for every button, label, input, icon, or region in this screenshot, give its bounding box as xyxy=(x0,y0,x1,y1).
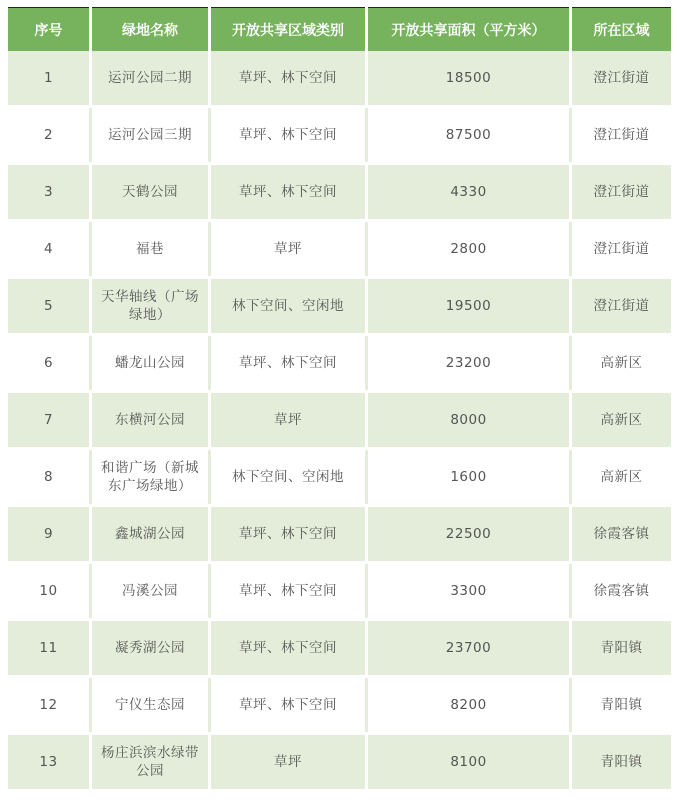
cell-open-area-category: 草坪 xyxy=(210,734,367,791)
table-row xyxy=(7,677,673,734)
cell-open-area-size: 8100 xyxy=(367,734,571,791)
cell-region: 高新区 xyxy=(571,335,673,392)
cell-serial-number: 8 xyxy=(7,449,91,506)
header-region: 所在区域 xyxy=(571,8,673,52)
cell-region: 澄江街道 xyxy=(571,278,673,335)
cell-region: 青阳镇 xyxy=(571,677,673,734)
cell-green-space-name: 和谐广场（新城东广场绿地） xyxy=(91,449,210,506)
header-open-area-size: 开放共享面积（平方米） xyxy=(367,8,571,52)
cell-open-area-size: 3300 xyxy=(367,563,571,620)
cell-open-area-category: 草坪、林下空间 xyxy=(210,51,367,107)
cell-open-area-category: 林下空间、空闲地 xyxy=(210,449,367,506)
header-green-space-name: 绿地名称 xyxy=(91,8,210,52)
table-row xyxy=(7,449,673,506)
cell-green-space-name: 天华轴线（广场绿地） xyxy=(91,278,210,335)
cell-open-area-size: 87500 xyxy=(367,107,571,164)
green-space-table xyxy=(5,7,674,792)
cell-serial-number: 3 xyxy=(7,164,91,221)
cell-open-area-size: 22500 xyxy=(367,506,571,563)
table-header-row xyxy=(7,8,673,52)
cell-open-area-size: 8000 xyxy=(367,392,571,449)
cell-region: 澄江街道 xyxy=(571,107,673,164)
cell-open-area-category: 草坪 xyxy=(210,392,367,449)
cell-green-space-name: 冯溪公园 xyxy=(91,563,210,620)
cell-green-space-name: 运河公园二期 xyxy=(91,51,210,107)
cell-green-space-name: 福巷 xyxy=(91,221,210,278)
cell-serial-number: 6 xyxy=(7,335,91,392)
table-row xyxy=(7,278,673,335)
cell-region: 徐霞客镇 xyxy=(571,563,673,620)
cell-green-space-name: 杨庄浜滨水绿带公园 xyxy=(91,734,210,791)
cell-serial-number: 1 xyxy=(7,51,91,107)
cell-green-space-name: 东横河公园 xyxy=(91,392,210,449)
cell-open-area-category: 草坪 xyxy=(210,221,367,278)
cell-open-area-category: 草坪、林下空间 xyxy=(210,107,367,164)
cell-serial-number: 10 xyxy=(7,563,91,620)
cell-region: 高新区 xyxy=(571,449,673,506)
cell-region: 澄江街道 xyxy=(571,51,673,107)
cell-region: 青阳镇 xyxy=(571,620,673,677)
cell-serial-number: 13 xyxy=(7,734,91,791)
header-serial-number: 序号 xyxy=(7,8,91,52)
table-row xyxy=(7,734,673,791)
cell-open-area-size: 1600 xyxy=(367,449,571,506)
table-row xyxy=(7,164,673,221)
cell-serial-number: 9 xyxy=(7,506,91,563)
table-row xyxy=(7,51,673,107)
cell-region: 澄江街道 xyxy=(571,221,673,278)
cell-serial-number: 12 xyxy=(7,677,91,734)
table-row xyxy=(7,107,673,164)
cell-serial-number: 4 xyxy=(7,221,91,278)
cell-green-space-name: 鑫城湖公园 xyxy=(91,506,210,563)
cell-green-space-name: 天鹤公园 xyxy=(91,164,210,221)
cell-green-space-name: 宁仪生态园 xyxy=(91,677,210,734)
table-row xyxy=(7,620,673,677)
cell-green-space-name: 蟠龙山公园 xyxy=(91,335,210,392)
cell-region: 徐霞客镇 xyxy=(571,506,673,563)
cell-open-area-size: 8200 xyxy=(367,677,571,734)
cell-region: 澄江街道 xyxy=(571,164,673,221)
cell-open-area-size: 4330 xyxy=(367,164,571,221)
header-open-area-category: 开放共享区域类别 xyxy=(210,8,367,52)
cell-open-area-category: 草坪、林下空间 xyxy=(210,164,367,221)
cell-open-area-category: 草坪、林下空间 xyxy=(210,335,367,392)
cell-serial-number: 11 xyxy=(7,620,91,677)
table-row xyxy=(7,506,673,563)
cell-green-space-name: 凝秀湖公园 xyxy=(91,620,210,677)
table-body xyxy=(7,51,673,791)
cell-open-area-size: 2800 xyxy=(367,221,571,278)
table-row xyxy=(7,563,673,620)
cell-open-area-size: 23700 xyxy=(367,620,571,677)
cell-open-area-size: 19500 xyxy=(367,278,571,335)
cell-green-space-name: 运河公园三期 xyxy=(91,107,210,164)
table-row xyxy=(7,221,673,278)
table-row xyxy=(7,392,673,449)
cell-open-area-category: 草坪、林下空间 xyxy=(210,677,367,734)
cell-serial-number: 5 xyxy=(7,278,91,335)
cell-serial-number: 7 xyxy=(7,392,91,449)
cell-open-area-size: 23200 xyxy=(367,335,571,392)
cell-open-area-category: 草坪、林下空间 xyxy=(210,506,367,563)
cell-region: 青阳镇 xyxy=(571,734,673,791)
cell-region: 高新区 xyxy=(571,392,673,449)
cell-open-area-category: 林下空间、空闲地 xyxy=(210,278,367,335)
cell-open-area-category: 草坪、林下空间 xyxy=(210,563,367,620)
cell-open-area-category: 草坪、林下空间 xyxy=(210,620,367,677)
table-row xyxy=(7,335,673,392)
cell-open-area-size: 18500 xyxy=(367,51,571,107)
cell-serial-number: 2 xyxy=(7,107,91,164)
